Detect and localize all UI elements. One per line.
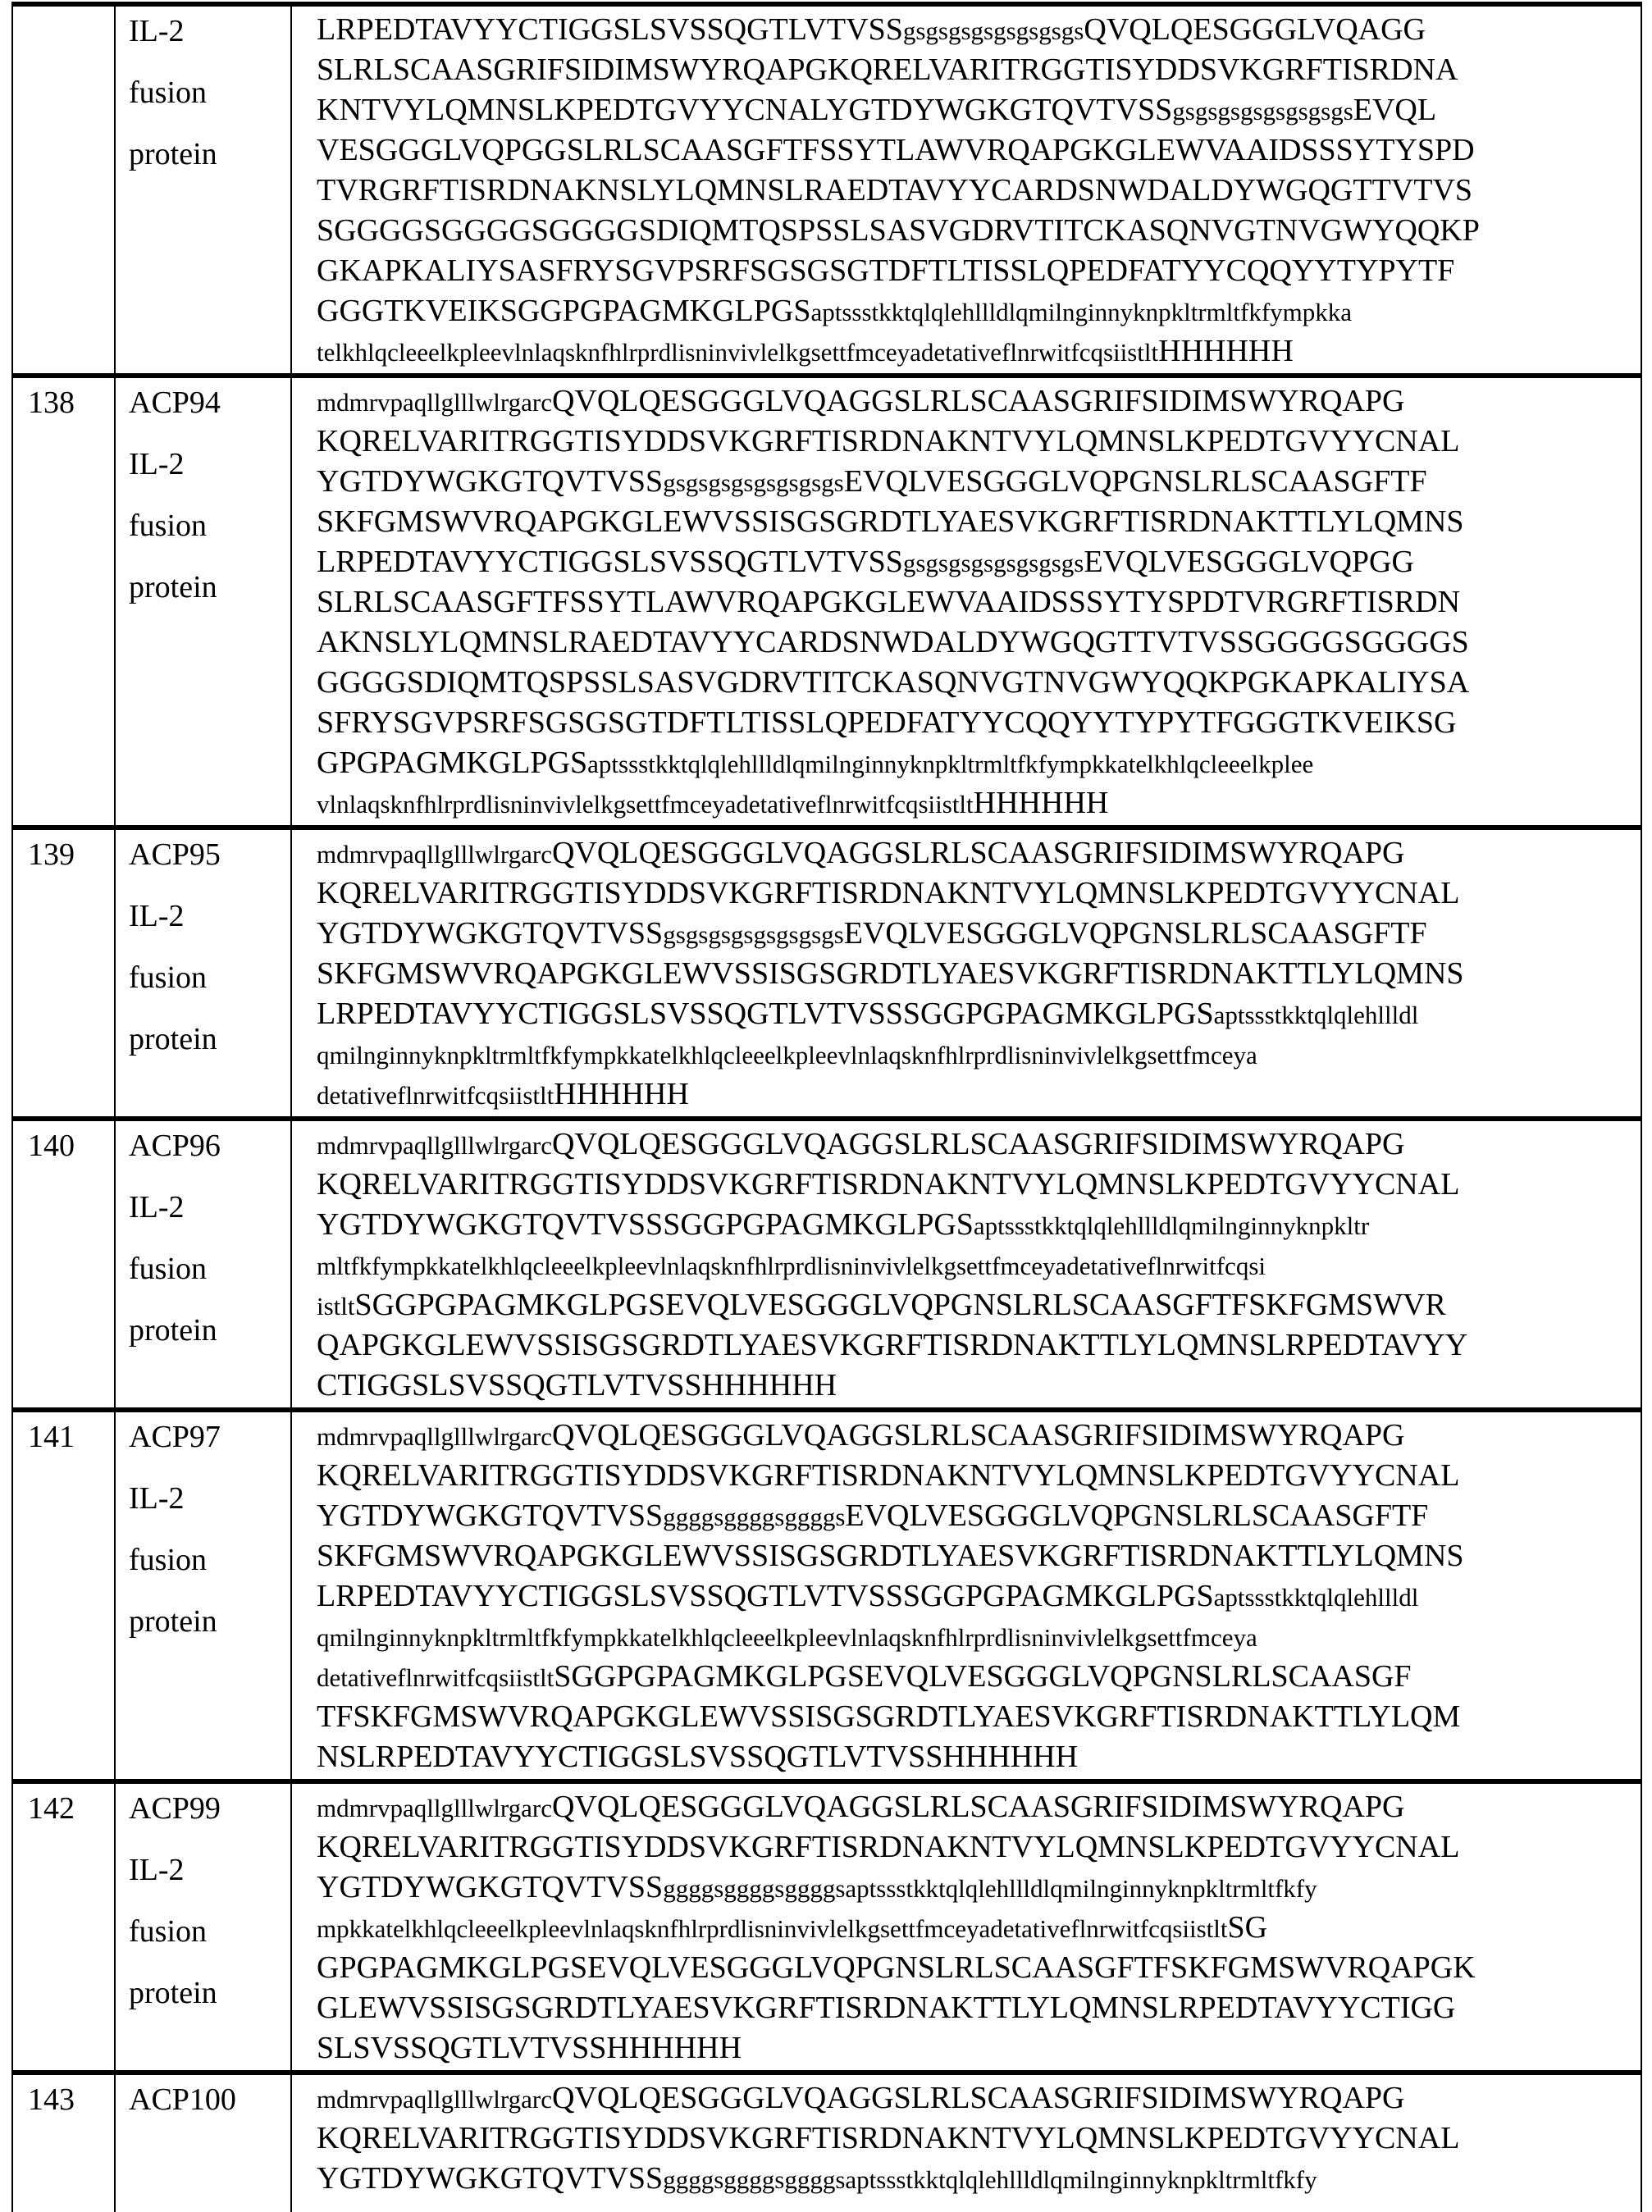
uppercase-segment: YGTDYWGKGTQVTVSSSGGPGPAGMKGLPGS bbox=[317, 1207, 974, 1242]
uppercase-segment: EVQL bbox=[1353, 93, 1436, 127]
construct-description bbox=[115, 4, 291, 376]
uppercase-segment: SKFGMSWVRQAPGKGLEWVSSISGSGRDTLYAESVKGRFTISRDNAKTTLYLQMNS bbox=[317, 1539, 1464, 1573]
seq-id-number bbox=[12, 4, 115, 376]
sequence-line bbox=[317, 1578, 1632, 1618]
lowercase-segment: telkhlqcleeelkpleevlnlaqsknfhlrprdlisninvivlelkgsettfmceyadetativeflnrwitfcqsiistlt bbox=[317, 338, 1158, 367]
description-line: fusion bbox=[129, 1251, 290, 1312]
description-line: protein bbox=[129, 1603, 290, 1665]
description-line: ACP100 bbox=[129, 2082, 290, 2143]
lowercase-segment: ggggsggggsggggsaptssstkktqlqlehllldlqmilnginnyknpkltrmltfkfy bbox=[663, 1874, 1317, 1903]
lowercase-segment: qmilnginnyknpkltrmltfkfympkkatelkhlqcleeelkpleevlnlaqsknfhlrprdlisninvivlelkgsettfmceya bbox=[317, 1041, 1257, 1070]
uppercase-segment: LRPEDTAVYYCTIGGSLSVSSQGTLVTVSSSGGPGPAGMKGLPGS bbox=[317, 1579, 1214, 1613]
uppercase-segment: SGGGGSGGGGSGGGGSDIQMTQSPSSLSASVGDRVTITCKASQNVGTNVGWYQQKP bbox=[317, 213, 1480, 248]
table-row bbox=[12, 376, 1641, 828]
lowercase-segment: gsgsgsgsgsgsgsgs bbox=[903, 16, 1084, 45]
description-line: protein bbox=[129, 569, 290, 631]
sequence-line bbox=[317, 1457, 1632, 1498]
amino-acid-sequence bbox=[291, 4, 1641, 376]
sequence-line bbox=[317, 1789, 1632, 1829]
sequence-line bbox=[317, 1076, 1632, 1116]
lowercase-segment: mdmrvpaqllglllwlrgarc bbox=[317, 1131, 552, 1160]
description-line: IL-2 bbox=[129, 898, 290, 960]
description-line: protein bbox=[129, 1312, 290, 1374]
sequence-line bbox=[317, 1699, 1632, 1739]
lowercase-segment: qmilnginnyknpkltrmltfkfympkkatelkhlqcleeelkpleevlnlaqsknfhlrprdlisninvivlelkgsettfmceya bbox=[317, 1623, 1257, 1652]
construct-description bbox=[115, 1119, 291, 1410]
amino-acid-sequence bbox=[291, 1781, 1641, 2073]
sequence-line bbox=[317, 1658, 1632, 1699]
table-row bbox=[12, 1119, 1641, 1410]
uppercase-segment: EVQLVESGGGLVQPGG bbox=[1084, 545, 1414, 579]
description-line: fusion bbox=[129, 960, 290, 1021]
description-line: ACP97 bbox=[129, 1419, 290, 1480]
uppercase-segment: KQRELVARITRGGTISYDDSVKGRFTISRDNAKNTVYLQMNSLKPEDTGVYYCNAL bbox=[317, 2121, 1459, 2155]
uppercase-segment: QVQLQESGGGLVQAGG bbox=[1084, 12, 1426, 47]
amino-acid-sequence bbox=[291, 2073, 1641, 2212]
sequence-line bbox=[317, 1739, 1632, 1779]
uppercase-segment: GKAPKALIYSASFRYSGVPSRFSGSGSGTDFTLTISSLQPEDFATYYCQQYYTYPYTF bbox=[317, 253, 1454, 288]
uppercase-segment: GGGTKVEIKSGGPGPAGMKGLPGS bbox=[317, 294, 810, 328]
description-line: IL-2 bbox=[129, 1852, 290, 1913]
uppercase-segment: EVQLVESGGGLVQPGNSLRLSCAASGFTF bbox=[845, 1498, 1428, 1533]
seq-id-number: 139 bbox=[12, 828, 115, 1119]
table-row bbox=[12, 4, 1641, 376]
lowercase-segment: istlt bbox=[317, 1292, 355, 1320]
seq-id-number: 138 bbox=[12, 376, 115, 828]
uppercase-segment: QVQLQESGGGLVQAGGSLRLSCAASGRIFSIDIMSWYRQAPG bbox=[552, 1418, 1405, 1453]
uppercase-segment: KQRELVARITRGGTISYDDSVKGRFTISRDNAKNTVYLQMNSLKPEDTGVYYCNAL bbox=[317, 424, 1459, 458]
lowercase-segment: mpkkatelkhlqcleeelkpleevlnlaqsknfhlrprdlisninvivlelkgsettfmceyadetativeflnrwitfcqsiistlt bbox=[317, 1914, 1228, 1943]
sequence-line bbox=[317, 1206, 1632, 1247]
sequence-line bbox=[317, 624, 1632, 664]
sequence-line bbox=[317, 1287, 1632, 1327]
sequence-line bbox=[317, 132, 1632, 172]
sequence-line bbox=[317, 1990, 1632, 2030]
amino-acid-sequence bbox=[291, 1119, 1641, 1410]
uppercase-segment: TVRGRFTISRDNAKNSLYLQMNSLRAEDTAVYYCARDSNWDALDYWGQGTTVTVS bbox=[317, 173, 1472, 208]
uppercase-segment: AKNSLYLQMNSLRAEDTAVYYCARDSNWDALDYWGQGTTVTVSSGGGGSGGGGS bbox=[317, 625, 1469, 659]
lowercase-segment: ggggsggggsggggsaptssstkktqlqlehllldlqmilnginnyknpkltrmltfkfy bbox=[663, 2165, 1317, 2194]
sequence-line bbox=[317, 1327, 1632, 1367]
table-row bbox=[12, 1781, 1641, 2073]
uppercase-segment: QVQLQESGGGLVQAGGSLRLSCAASGRIFSIDIMSWYRQAPG bbox=[552, 1127, 1405, 1161]
construct-description bbox=[115, 1781, 291, 2073]
sequence-line bbox=[317, 1367, 1632, 1407]
description-line: protein bbox=[129, 1021, 290, 1083]
uppercase-segment: SKFGMSWVRQAPGKGLEWVSSISGSGRDTLYAESVKGRFTISRDNAKTTLYLQMNS bbox=[317, 956, 1464, 991]
sequence-line bbox=[317, 212, 1632, 253]
description-line: IL-2 bbox=[129, 446, 290, 508]
lowercase-segment: gsgsgsgsgsgsgsgs bbox=[663, 468, 844, 497]
table-row bbox=[12, 2073, 1641, 2212]
uppercase-segment: YGTDYWGKGTQVTVSS bbox=[317, 464, 663, 499]
sequence-line bbox=[317, 1618, 1632, 1658]
uppercase-segment: LRPEDTAVYYCTIGGSLSVSSQGTLVTVSS bbox=[317, 12, 903, 47]
uppercase-segment: SLRLSCAASGRIFSIDIMSWYRQAPGKQRELVARITRGGTISYDDSVKGRFTISRDNA bbox=[317, 52, 1458, 87]
table-body bbox=[12, 4, 1641, 2212]
uppercase-segment: LRPEDTAVYYCTIGGSLSVSSQGTLVTVSS bbox=[317, 545, 903, 579]
description-line: IL-2 bbox=[129, 1480, 290, 1542]
uppercase-segment: EVQLVESGGGLVQPGNSLRLSCAASGFTF bbox=[844, 464, 1427, 499]
lowercase-segment: aptssstkktqlqlehllldlqmilnginnyknpkltrmltfkfympkkatelkhlqcleeelkplee bbox=[587, 750, 1313, 778]
sequence-line bbox=[317, 293, 1632, 333]
uppercase-segment: KQRELVARITRGGTISYDDSVKGRFTISRDNAKNTVYLQMNSLKPEDTGVYYCNAL bbox=[317, 1830, 1459, 1864]
table-row bbox=[12, 1410, 1641, 1781]
uppercase-segment: HHHHHH bbox=[974, 786, 1109, 820]
sequence-line bbox=[317, 2080, 1632, 2120]
lowercase-segment: gsgsgsgsgsgsgsgs bbox=[903, 549, 1084, 577]
construct-description bbox=[115, 376, 291, 828]
seq-id-number: 140 bbox=[12, 1119, 115, 1410]
description-line: IL-2 bbox=[129, 1189, 290, 1251]
sequence-line bbox=[317, 1869, 1632, 1909]
uppercase-segment: LRPEDTAVYYCTIGGSLSVSSQGTLVTVSSSGGPGPAGMKGLPGS bbox=[317, 997, 1214, 1031]
sequence-line bbox=[317, 1538, 1632, 1578]
uppercase-segment: KNTVYLQMNSLKPEDTGVYYCNALYGTDYWGKGTQVTVSS bbox=[317, 93, 1172, 127]
sequence-line bbox=[317, 1036, 1632, 1076]
sequence-line bbox=[317, 172, 1632, 212]
description-line: ACP96 bbox=[129, 1128, 290, 1189]
sequence-line bbox=[317, 1829, 1632, 1869]
sequence-line bbox=[317, 955, 1632, 996]
uppercase-segment: GGGGSDIQMTQSPSSLSASVGDRVTITCKASQNVGTNVGWYQQKPGKAPKALIYSA bbox=[317, 665, 1469, 700]
lowercase-segment: mltfkfympkkatelkhlqcleeelkpleevlnlaqsknfhlrprdlisninvivlelkgsettfmceyadetativeflnrwitfcqsi bbox=[317, 1252, 1266, 1280]
uppercase-segment: SLRLSCAASGFTFSSYTLAWVRQAPGKGLEWVAAIDSSSYTYSPDTVRGRFTISRDN bbox=[317, 585, 1460, 619]
table-row bbox=[12, 828, 1641, 1119]
description-line: IL-2 bbox=[129, 13, 290, 75]
lowercase-segment: aptssstkktqlqlehllldlqmilnginnyknpkltr bbox=[974, 1211, 1369, 1240]
sequence-line bbox=[317, 463, 1632, 504]
sequence-line bbox=[317, 504, 1632, 544]
uppercase-segment: CTIGGSLSVSSQGTLVTVSSHHHHHH bbox=[317, 1368, 837, 1402]
uppercase-segment: QVQLQESGGGLVQAGGSLRLSCAASGRIFSIDIMSWYRQAPG bbox=[552, 836, 1405, 870]
uppercase-segment: QAPGKGLEWVSSISGSGRDTLYAESVKGRFTISRDNAKTTLYLQMNSLRPEDTAVYY bbox=[317, 1328, 1467, 1362]
lowercase-segment: detativeflnrwitfcqsiistlt bbox=[317, 1081, 554, 1110]
description-line: fusion bbox=[129, 1542, 290, 1603]
sequence-line bbox=[317, 835, 1632, 875]
lowercase-segment: gsgsgsgsgsgsgsgs bbox=[663, 920, 844, 949]
description-line: ACP99 bbox=[129, 1790, 290, 1852]
sequence-line bbox=[317, 423, 1632, 463]
uppercase-segment: SGGPGPAGMKGLPGSEVQLVESGGGLVQPGNSLRLSCAASGF bbox=[554, 1659, 1411, 1694]
construct-description bbox=[115, 1410, 291, 1781]
lowercase-segment: ggggsggggsggggs bbox=[663, 1503, 845, 1531]
uppercase-segment: KQRELVARITRGGTISYDDSVKGRFTISRDNAKNTVYLQMNSLKPEDTGVYYCNAL bbox=[317, 1167, 1459, 1202]
uppercase-segment: YGTDYWGKGTQVTVSS bbox=[317, 1498, 663, 1533]
uppercase-segment: KQRELVARITRGGTISYDDSVKGRFTISRDNAKNTVYLQMNSLKPEDTGVYYCNAL bbox=[317, 1458, 1459, 1493]
sequence-line bbox=[317, 785, 1632, 825]
uppercase-segment: GPGPAGMKGLPGS bbox=[317, 746, 587, 780]
construct-description bbox=[115, 2073, 291, 2212]
uppercase-segment: SGGPGPAGMKGLPGSEVQLVESGGGLVQPGNSLRLSCAASGFTFSKFGMSWVR bbox=[355, 1288, 1446, 1322]
sequence-line bbox=[317, 915, 1632, 955]
sequence-line bbox=[317, 52, 1632, 92]
uppercase-segment: YGTDYWGKGTQVTVSS bbox=[317, 916, 663, 951]
uppercase-segment: QVQLQESGGGLVQAGGSLRLSCAASGRIFSIDIMSWYRQAPG bbox=[552, 2081, 1405, 2115]
description-line: fusion bbox=[129, 1913, 290, 1975]
uppercase-segment: SLSVSSQGTLVTVSSHHHHHH bbox=[317, 2031, 742, 2065]
lowercase-segment: gsgsgsgsgsgsgsgs bbox=[1172, 97, 1353, 125]
uppercase-segment: SKFGMSWVRQAPGKGLEWVSSISGSGRDTLYAESVKGRFTISRDNAKTTLYLQMNS bbox=[317, 504, 1464, 539]
sequence-line bbox=[317, 996, 1632, 1036]
uppercase-segment: TFSKFGMSWVRQAPGKGLEWVSSISGSGRDTLYAESVKGRFTISRDNAKTTLYLQM bbox=[317, 1699, 1460, 1734]
sequence-line bbox=[317, 745, 1632, 785]
sequence-line bbox=[317, 253, 1632, 293]
sequence-line bbox=[317, 544, 1632, 584]
seq-id-number: 141 bbox=[12, 1410, 115, 1781]
sequence-line bbox=[317, 2030, 1632, 2070]
uppercase-segment: GLEWVSSISGSGRDTLYAESVKGRFTISRDNAKTTLYLQMNSLRPEDTAVYYCTIGG bbox=[317, 1991, 1455, 2025]
amino-acid-sequence bbox=[291, 1410, 1641, 1781]
lowercase-segment: vlnlaqsknfhlrprdlisninvivlelkgsettfmceyadetativeflnrwitfcqsiistlt bbox=[317, 790, 974, 819]
lowercase-segment: aptssstkktqlqlehllldl bbox=[1214, 1001, 1419, 1029]
amino-acid-sequence bbox=[291, 828, 1641, 1119]
construct-description bbox=[115, 828, 291, 1119]
sequence-line bbox=[317, 2120, 1632, 2160]
lowercase-segment: mdmrvpaqllglllwlrgarc bbox=[317, 388, 552, 417]
lowercase-segment: aptssstkktqlqlehllldlqmilnginnyknpkltrmltfkfympkka bbox=[810, 298, 1352, 326]
description-line: ACP94 bbox=[129, 385, 290, 446]
amino-acid-sequence bbox=[291, 376, 1641, 828]
sequence-line bbox=[317, 92, 1632, 132]
uppercase-segment: GPGPAGMKGLPGSEVQLVESGGGLVQPGNSLRLSCAASGFTFSKFGMSWVRQAPGK bbox=[317, 1950, 1476, 1985]
description-line: fusion bbox=[129, 75, 290, 136]
uppercase-segment: VESGGGLVQPGGSLRLSCAASGFTFSSYTLAWVRQAPGKGLEWVAAIDSSSYTYSPD bbox=[317, 133, 1475, 167]
seq-id-number: 142 bbox=[12, 1781, 115, 2073]
sequence-line bbox=[317, 2160, 1632, 2201]
lowercase-segment: mdmrvpaqllglllwlrgarc bbox=[317, 1422, 552, 1451]
lowercase-segment: aptssstkktqlqlehllldl bbox=[1214, 1583, 1419, 1612]
description-line: ACP95 bbox=[129, 837, 290, 898]
uppercase-segment: SFRYSGVPSRFSGSGSGTDFTLTISSLQPEDFATYYCQQYYTYPYTFGGGTKVEIKSG bbox=[317, 705, 1456, 740]
sequence-line bbox=[317, 383, 1632, 423]
description-line: fusion bbox=[129, 508, 290, 569]
sequence-line bbox=[317, 1909, 1632, 1950]
lowercase-segment: mdmrvpaqllglllwlrgarc bbox=[317, 1794, 552, 1822]
uppercase-segment: YGTDYWGKGTQVTVSS bbox=[317, 2161, 663, 2196]
sequence-line bbox=[317, 664, 1632, 705]
lowercase-segment: detativeflnrwitfcqsiistlt bbox=[317, 1663, 554, 1692]
uppercase-segment: HHHHHH bbox=[1158, 334, 1294, 368]
uppercase-segment: QVQLQESGGGLVQAGGSLRLSCAASGRIFSIDIMSWYRQAPG bbox=[552, 384, 1405, 418]
sequence-table bbox=[11, 2, 1642, 2212]
description-line: protein bbox=[129, 1975, 290, 2036]
sequence-line bbox=[317, 1126, 1632, 1166]
sequence-line bbox=[317, 1950, 1632, 1990]
uppercase-segment: EVQLVESGGGLVQPGNSLRLSCAASGFTF bbox=[844, 916, 1427, 951]
lowercase-segment: mdmrvpaqllglllwlrgarc bbox=[317, 2085, 552, 2114]
sequence-line bbox=[317, 1166, 1632, 1206]
uppercase-segment: QVQLQESGGGLVQAGGSLRLSCAASGRIFSIDIMSWYRQAPG bbox=[552, 1790, 1405, 1824]
description-line: protein bbox=[129, 136, 290, 198]
uppercase-segment: YGTDYWGKGTQVTVSS bbox=[317, 1870, 663, 1904]
sequence-line bbox=[317, 1417, 1632, 1457]
uppercase-segment: KQRELVARITRGGTISYDDSVKGRFTISRDNAKNTVYLQMNSLKPEDTGVYYCNAL bbox=[317, 876, 1459, 910]
seq-id-number: 143 bbox=[12, 2073, 115, 2212]
sequence-line bbox=[317, 11, 1632, 52]
sequence-line bbox=[317, 584, 1632, 624]
lowercase-segment: mdmrvpaqllglllwlrgarc bbox=[317, 840, 552, 869]
sequence-line bbox=[317, 875, 1632, 915]
sequence-line bbox=[317, 1498, 1632, 1538]
uppercase-segment: HHHHHH bbox=[554, 1077, 689, 1111]
sequence-line bbox=[317, 333, 1632, 373]
uppercase-segment: SG bbox=[1228, 1910, 1268, 1945]
sequence-line bbox=[317, 705, 1632, 745]
sequence-line bbox=[317, 1247, 1632, 1287]
uppercase-segment: NSLRPEDTAVYYCTIGGSLSVSSQGTLVTVSSHHHHHH bbox=[317, 1740, 1078, 1774]
